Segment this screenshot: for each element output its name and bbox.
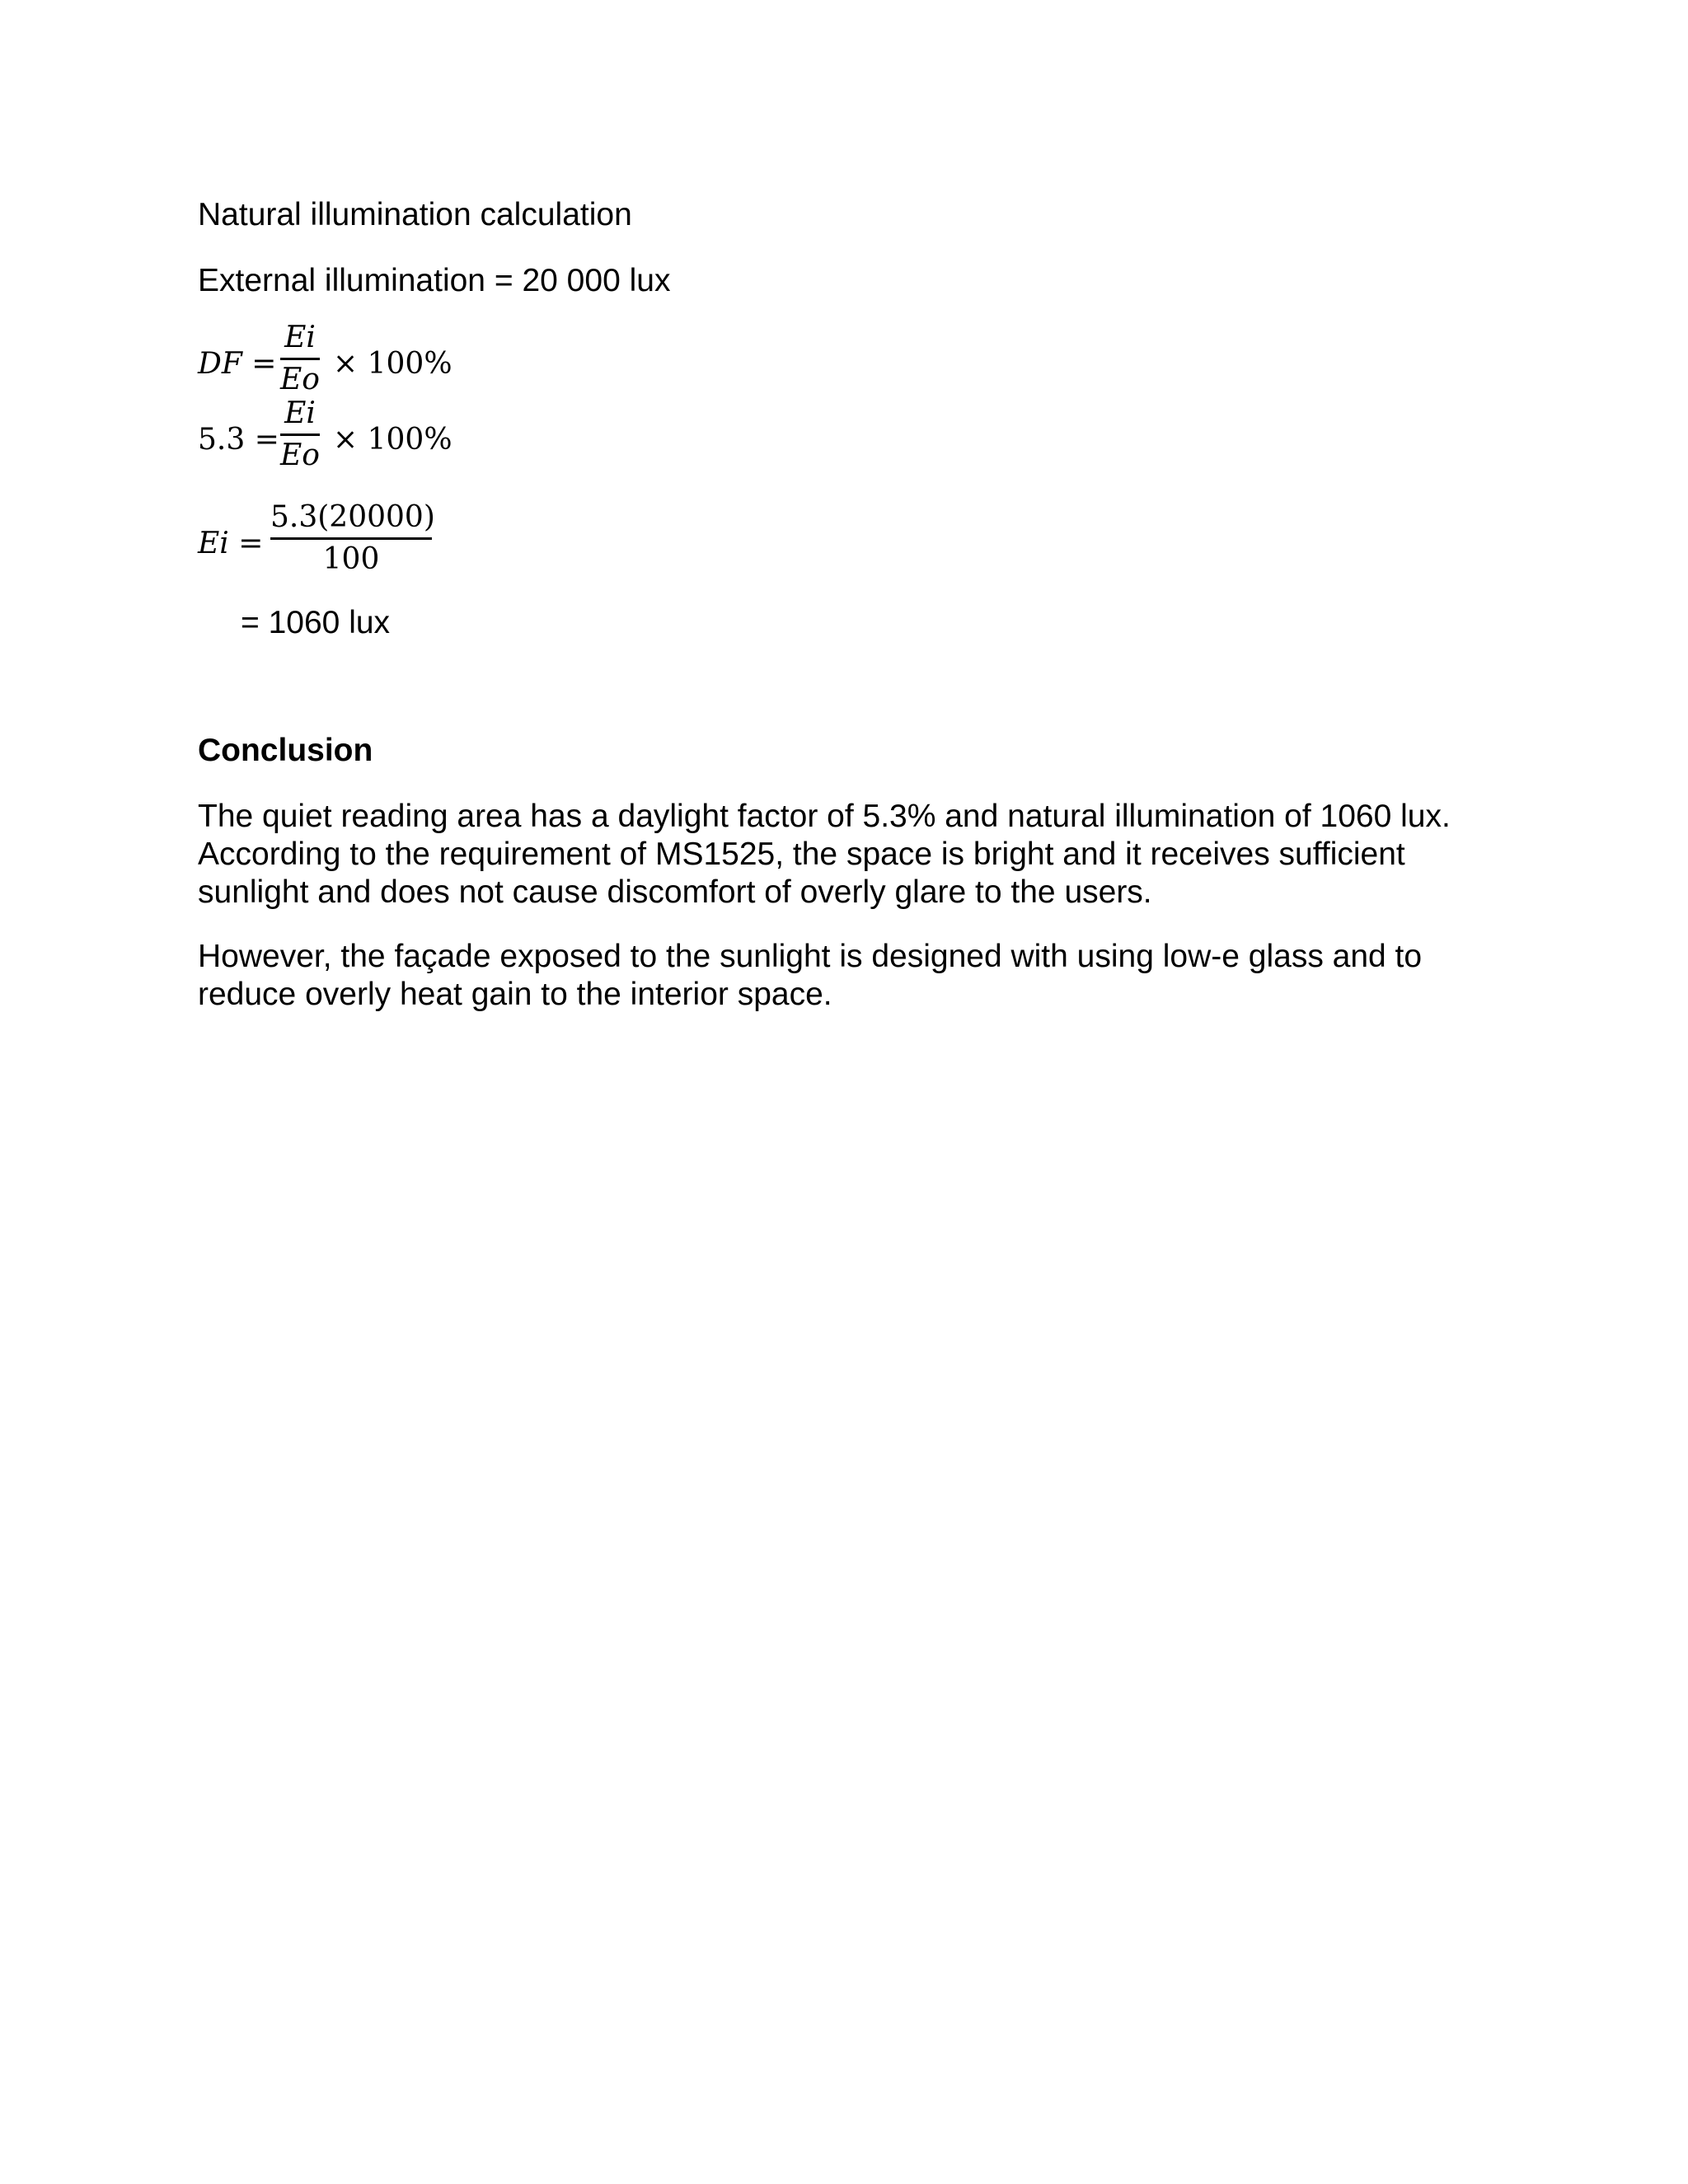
eq2-lhs: 5.3 xyxy=(198,423,246,457)
paragraph-line: sunlight and does not cause discomfort of overly glare to the users. xyxy=(198,874,1152,910)
eq3-fraction xyxy=(270,499,435,578)
eq1-equals: = xyxy=(251,347,277,381)
external-illumination-line xyxy=(198,262,670,300)
eq3-fraction-bar xyxy=(270,537,432,540)
eq1-lhs: DF xyxy=(198,347,242,381)
conclusion-heading: Conclusion xyxy=(198,733,373,768)
eq2-equals: = xyxy=(254,423,279,457)
paragraph-line: However, the façade exposed to the sunlight is designed with using low-e glass and to xyxy=(198,939,1423,974)
eq3-numerator: 5.3(20000) xyxy=(270,500,435,534)
eq3-equals: = xyxy=(238,527,264,560)
conclusion-paragraph-1 xyxy=(198,798,1517,912)
eq3-denominator: 100 xyxy=(322,542,380,576)
eq1-multiplier: × 100% xyxy=(333,347,452,381)
eq1-fraction xyxy=(280,320,320,398)
paragraph-line: According to the requirement of MS1525, the space is bright and it receives sufficient xyxy=(198,837,1405,872)
eq2-numerator: Ei xyxy=(284,396,316,430)
eq1-fraction-bar xyxy=(280,358,320,360)
external-illumination-label: External illumination xyxy=(198,263,486,298)
eq2-fraction-bar xyxy=(280,434,320,436)
eq3-lhs: Ei xyxy=(198,527,229,560)
eq2-multiplier: × 100% xyxy=(333,423,452,457)
external-illumination-value: = 20 000 lux xyxy=(494,263,671,298)
eq1-denominator: Eo xyxy=(280,363,320,396)
conclusion-paragraph-2 xyxy=(198,938,1517,1014)
eq2-fraction xyxy=(280,396,320,474)
paragraph-line: reduce overly heat gain to the interior space. xyxy=(198,977,832,1012)
eq1-numerator: Ei xyxy=(284,321,316,354)
calculation-title: Natural illumination calculation xyxy=(198,197,632,232)
calculation-result: = 1060 lux xyxy=(241,605,391,640)
paragraph-line: The quiet reading area has a daylight factor of 5.3% and natural illumination of 1060 lux. xyxy=(198,799,1451,834)
eq2-denominator: Eo xyxy=(280,438,320,472)
